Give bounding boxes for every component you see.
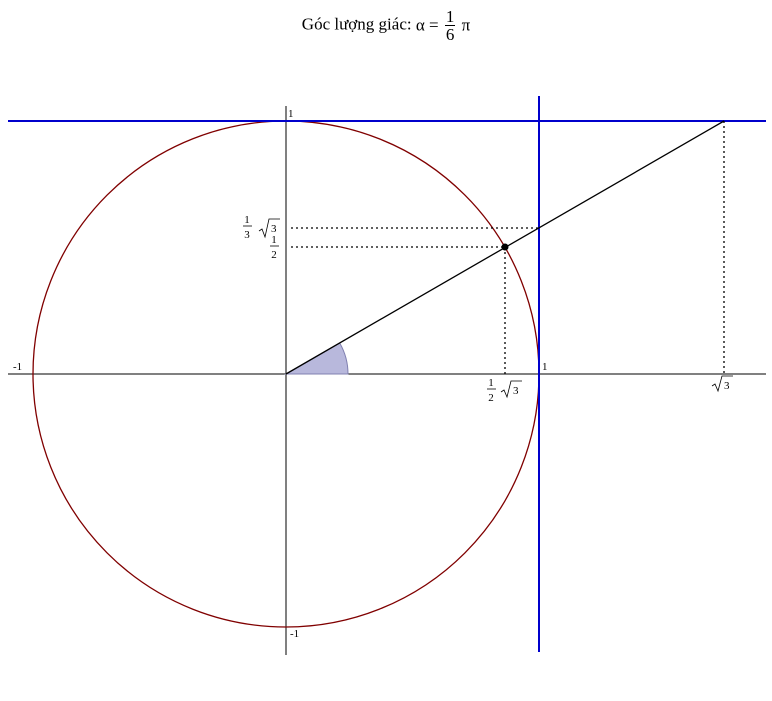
sin-denominator: 2 <box>271 249 277 261</box>
sin-value-label <box>270 234 279 261</box>
x-axis-label-neg1: -1 <box>13 361 23 373</box>
y-axis-label-1: 1 <box>288 108 294 120</box>
title-text: Góc lượng giác: <box>301 14 412 34</box>
y-axis-label-neg1: -1 <box>290 628 300 640</box>
cot-sqrt-sign <box>712 376 733 391</box>
x-axis-label-1: 1 <box>542 361 548 373</box>
cos-radicand: 3 <box>513 385 519 397</box>
angle-denominator: 6 <box>445 25 455 44</box>
cot-radicand: 3 <box>724 380 730 392</box>
tan-numerator: 1 <box>244 214 250 226</box>
equals-sign: = <box>429 15 439 35</box>
cot-value-label <box>712 376 733 392</box>
tan-radicand: 3 <box>271 223 277 235</box>
cos-value-label <box>487 377 522 404</box>
sin-numerator: 1 <box>271 234 277 246</box>
alpha-symbol: α <box>415 15 425 35</box>
pi-symbol: π <box>461 15 471 35</box>
cos-sqrt-sign <box>501 381 522 397</box>
cos-denominator: 2 <box>488 392 494 404</box>
angle-numerator: 1 <box>445 7 455 26</box>
point-on-circle <box>502 244 509 251</box>
cos-numerator: 1 <box>488 377 494 389</box>
tan-denominator: 3 <box>244 229 250 241</box>
tan-sqrt-sign <box>259 219 280 237</box>
